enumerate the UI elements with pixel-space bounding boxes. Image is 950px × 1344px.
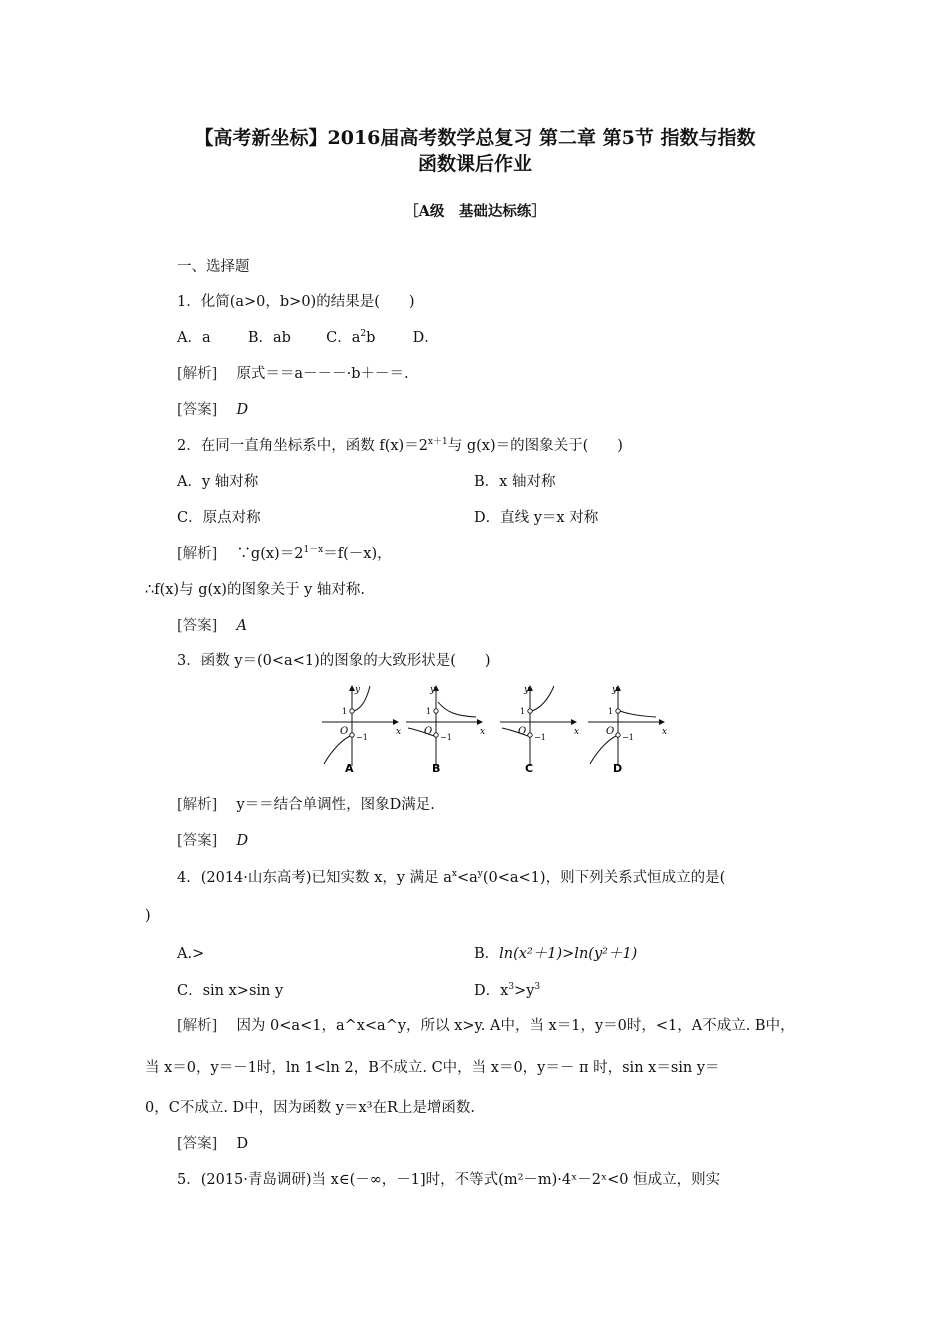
level-heading: ［A级 基础达标练］ (404, 203, 546, 220)
section-heading: 一、选择题 (177, 259, 250, 275)
q3-analysis (177, 795, 435, 815)
q3-stem: 3．函数 y＝(0<a<1)的图象的大致形状是( ) (177, 653, 491, 669)
q3-graphs (318, 682, 668, 774)
tick-label: 1 (426, 707, 432, 716)
axis-x-label: x (574, 727, 580, 737)
analysis-tag: [解析] (177, 1018, 218, 1034)
axis-x-label: x (662, 727, 668, 737)
q4-stem: 4．(2014·山东高考)已知实数 x，y 满足 $a^x<a^y(0<a<1)$，则下列关系式恒成立的是( (177, 869, 726, 886)
q4-analysis-line2: 当 x＝0，y＝－1时，ln 1<ln 2，B不成立. C中，当 x＝0，y＝－ π 时，sin x＝sin y＝ (145, 1060, 720, 1076)
graph-label: D (613, 762, 623, 774)
q1-options (177, 328, 439, 348)
q1-analysis-text: 原式＝＝a－－－·b＋－＝. (236, 366, 409, 382)
q1-option-b: B．ab (247, 330, 291, 346)
q5-stem: 5．(2015·青岛调研)当 x∈(－∞，－1]时，不等式(m²－m)·4ˣ－2ˣ<0 恒成立，则实 (177, 1172, 721, 1188)
q4-answer (177, 1134, 248, 1154)
document-title-line1: 【高考新坐标】2016届高考数学总复习 第二章 第5节 指数与指数 (194, 127, 756, 149)
q2-option-b: B．x 轴对称 (474, 474, 556, 490)
graph-label: B (432, 762, 441, 774)
graph-c (500, 685, 579, 774)
q3-answer (177, 831, 248, 851)
analysis-tag: [解析] (177, 366, 218, 382)
origin-label: O (518, 726, 527, 737)
answer-tag: [答案] (177, 1136, 218, 1152)
graph-label: C (525, 762, 534, 774)
answer-tag: [答案] (177, 402, 218, 418)
q4-analysis-line3: 0，C不成立. D中，因为函数 y＝x³在R上是增函数. (145, 1100, 475, 1116)
axis-y-label: y (355, 685, 361, 695)
graph-a (322, 685, 401, 774)
q2-option-a: A．y 轴对称 (177, 474, 259, 490)
axis-y-label: y (612, 685, 618, 695)
q1-analysis (177, 364, 409, 384)
graph-label: A (345, 762, 354, 774)
axis-y-label: y (524, 685, 530, 695)
q1-option-c: C．$a^2b$ (326, 329, 376, 346)
tick-label: 1 (342, 707, 348, 716)
tick-label: −1 (534, 733, 546, 742)
q4-analysis-line1: 因为 0<a<1，a^x<a^y，所以 x>y. A中，当 x＝1，y＝0时，<1，A不成立. B中， (236, 1018, 795, 1034)
graph-b (406, 685, 485, 774)
q3-answer-value: D (236, 833, 249, 849)
document-title-line2: 函数课后作业 (417, 153, 532, 175)
q4-option-d: D．$x^3>y^3$ (474, 982, 541, 999)
q2-analysis: [解析] $\because g(x)=2^{1-x}=f(-x)$， (177, 545, 392, 562)
q1-option-d: D． (412, 330, 439, 346)
q2-analysis-line2: ∴f(x)与 g(x)的图象关于 y 轴对称. (145, 582, 365, 598)
tick-label: −1 (622, 733, 634, 742)
q2-option-c: C．原点对称 (177, 510, 261, 526)
q1-stem: 1．化简(a>0，b>0)的结果是( ) (177, 294, 415, 310)
q1-answer (177, 400, 248, 420)
q4-option-b: B．ln(x²＋1)>ln(y²＋1) (474, 946, 638, 962)
q4-option-a: A.> (177, 946, 205, 962)
q2-option-d: D．直线 y＝x 对称 (474, 510, 599, 526)
origin-label: O (606, 726, 615, 737)
graph-d (588, 685, 667, 774)
tick-label: 1 (520, 707, 526, 716)
tick-label: −1 (440, 733, 452, 742)
q1-option-a: A．a (177, 330, 211, 346)
answer-tag: [答案] (177, 618, 218, 634)
q4-stem-line2: ) (145, 908, 151, 924)
origin-label: O (340, 726, 349, 737)
origin-label: O (424, 726, 433, 737)
tick-label: 1 (608, 707, 614, 716)
analysis-tag: [解析] (177, 546, 218, 562)
axis-x-label: x (480, 727, 486, 737)
q3-analysis-text: y＝＝结合单调性，图象D满足. (236, 797, 435, 813)
q4-analysis (177, 1016, 795, 1036)
axis-y-label: y (430, 685, 436, 695)
q4-option-c: C．sin x>sin y (177, 983, 284, 999)
analysis-tag: [解析] (177, 797, 218, 813)
tick-label: −1 (356, 733, 368, 742)
q2-answer-value: A (236, 618, 247, 634)
q2-answer (177, 616, 247, 636)
q2-stem: 2．在同一直角坐标系中，函数 $f(x)=2^{x+1}$与 g(x)＝的图象关于( ) (177, 437, 623, 454)
axis-x-label: x (396, 727, 402, 737)
q4-answer-value: D (236, 1136, 249, 1152)
answer-tag: [答案] (177, 833, 218, 849)
q1-answer-value: D (236, 402, 249, 418)
